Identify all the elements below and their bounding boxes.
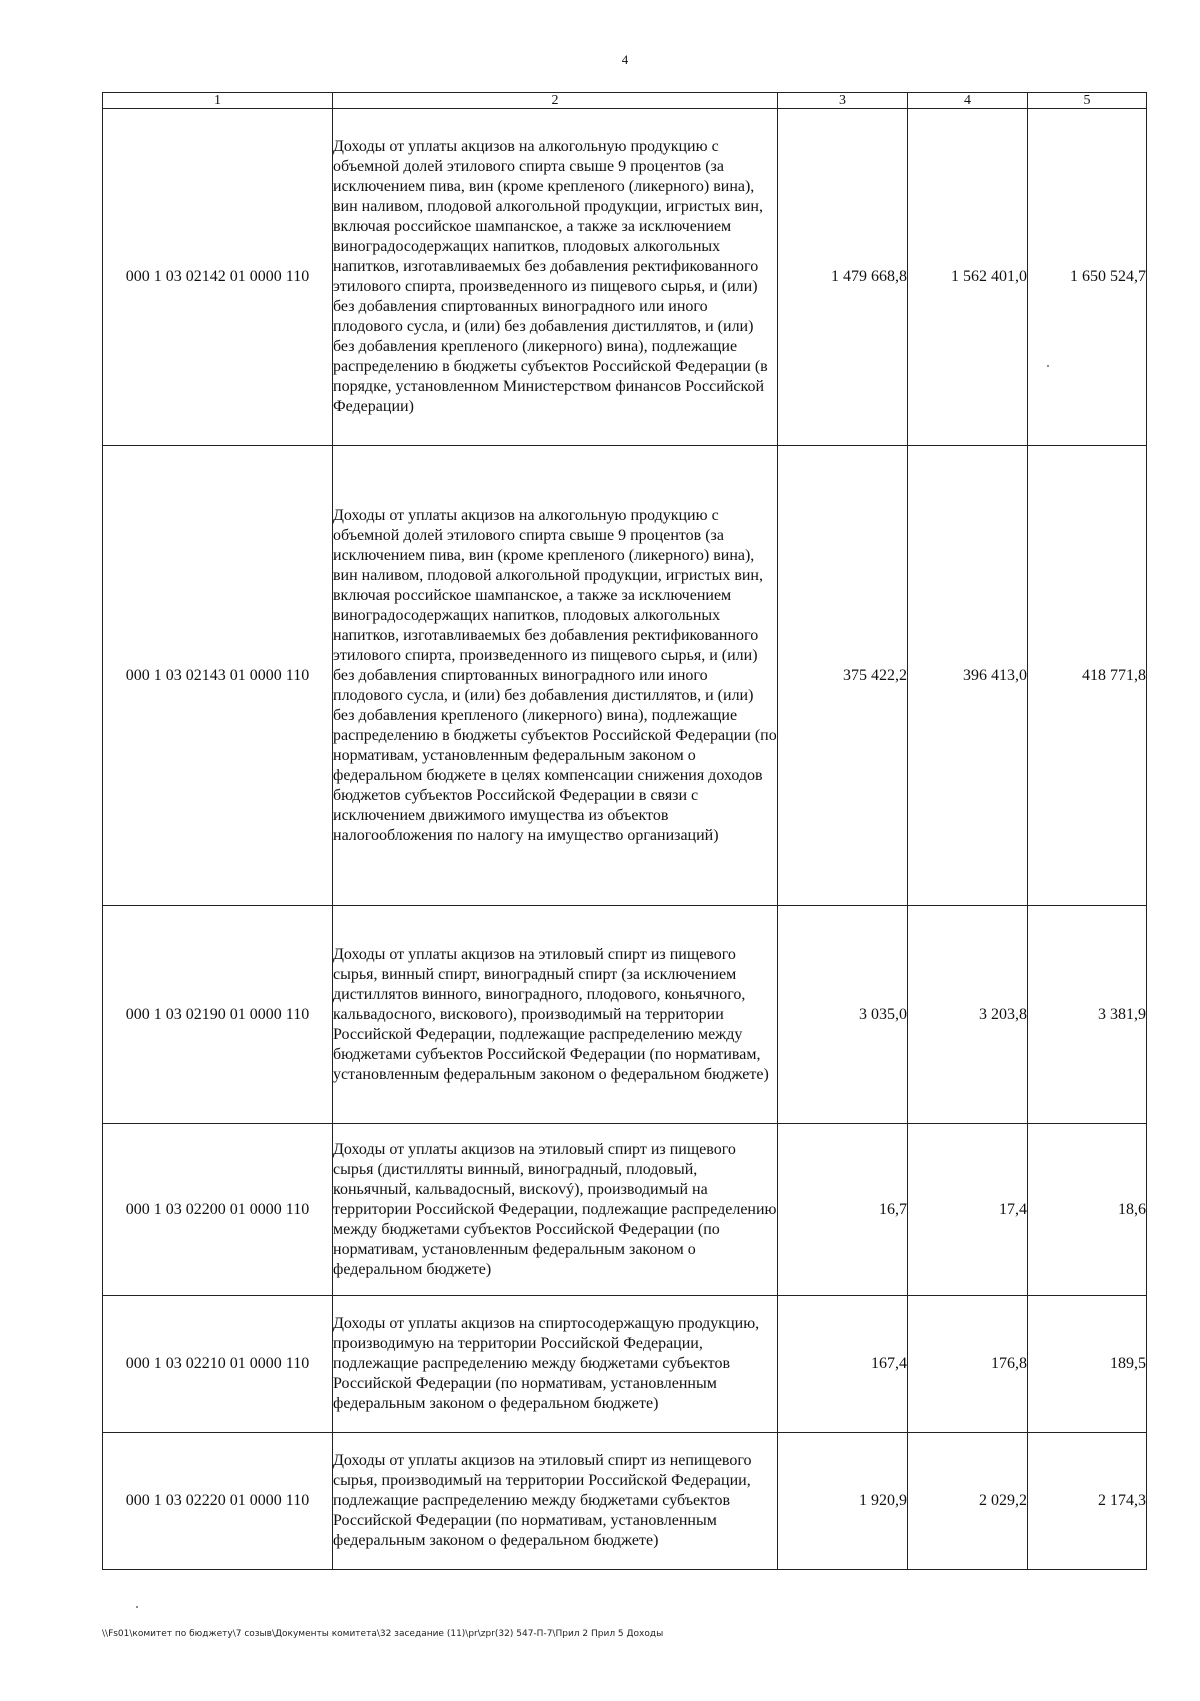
value-col-4: 2 029,2 xyxy=(908,1433,1028,1570)
value-col-4: 17,4 xyxy=(908,1124,1028,1296)
table-row xyxy=(103,906,1147,1124)
budget-code: 000 1 03 02190 01 0000 110 xyxy=(103,906,333,1124)
column-header: 3 xyxy=(778,93,908,109)
revenue-description: Доходы от уплаты акцизов на спиртосодержащую продукцию, производимую на территории Российской Федерации, подлежащие распределению между бюджетами субъектов Российской Федерации (по нормативам, установленным федеральным законом о федеральном бюджете) xyxy=(333,1296,778,1433)
table-row xyxy=(103,109,1147,446)
value-col-4: 176,8 xyxy=(908,1296,1028,1433)
table-row xyxy=(103,446,1147,906)
budget-code: 000 1 03 02143 01 0000 110 xyxy=(103,446,333,906)
column-header: 5 xyxy=(1028,93,1147,109)
revenue-description: Доходы от уплаты акцизов на этиловый спирт из пищевого сырья, винный спирт, виноградный спирт (за исключением дистиллятов винного, виноградного, плодового, коньячного, кальвадосного, вискового), производимый на территории Российской Федерации, подлежащие распределению между бюджетами субъектов Российской Федерации (по нормативам, установленным федеральным законом о федеральном бюджете) xyxy=(333,906,778,1124)
value-col-3: 3 035,0 xyxy=(778,906,908,1124)
table-header-row xyxy=(103,93,1147,109)
table-row xyxy=(103,1296,1147,1433)
value-col-3: 16,7 xyxy=(778,1124,908,1296)
column-header: 2 xyxy=(333,93,778,109)
revenue-description: Доходы от уплаты акцизов на алкогольную продукцию с объемной долей этилового спирта свыше 9 процентов (за исключением пива, вин (кроме крепленого (ликерного) вина), вин наливом, плодовой алкогольной продукции, игристых вин, включая российское шампанское, а также за исключением виноградосодержащих напитков, плодовых алкогольных напитков, изготавливаемых без добавления ректификованного этилового спирта, произведенного из пищевого сырья, и (или) без добавления спиртованных виноградного или иного плодового сусла, и (или) без добавления дистиллятов, и (или) без добавления крепленого (ликерного) вина), подлежащие распределению в бюджеты субъектов Российской Федерации (по нормативам, установленным федеральным законом о федеральном бюджете в целях компенсации снижения доходов бюджетов субъектов Российской Федерации в связи с исключением движимого имущества из объектов налогообложения по налогу на имущество организаций) xyxy=(333,446,778,906)
value-col-3: 1 479 668,8 xyxy=(778,109,908,446)
budget-code: 000 1 03 02142 01 0000 110 xyxy=(103,109,333,446)
value-col-5: 1 650 524,7 xyxy=(1028,109,1147,446)
value-col-5: 2 174,3 xyxy=(1028,1433,1147,1570)
column-header: 1 xyxy=(103,93,333,109)
budget-code: 000 1 03 02210 01 0000 110 xyxy=(103,1296,333,1433)
value-col-4: 396 413,0 xyxy=(908,446,1028,906)
file-path-footer: \\Fs01\комитет по бюджету\7 созыв\Документы комитета\32 заседание (11)\pr\zpr(32) 547-П-7\Прил 2 Прил 5 Доходы xyxy=(102,1629,664,1639)
revenue-table xyxy=(102,92,1147,1570)
budget-code: 000 1 03 02200 01 0000 110 xyxy=(103,1124,333,1296)
revenue-description: Доходы от уплаты акцизов на алкогольную продукцию с объемной долей этилового спирта свыше 9 процентов (за исключением пива, вин (кроме крепленого (ликерного) вина), вин наливом, плодовой алкогольной продукции, игристых вин, включая российское шампанское, а также за исключением виноградосодержащих напитков, плодовых алкогольных напитков, изготавливаемых без добавления ректификованного этилового спирта, произведенного из пищевого сырья, и (или) без добавления спиртованных виноградного или иного плодового сусла, и (или) без добавления дистиллятов, и (или) без добавления крепленого (ликерного) вина), подлежащие распределению в бюджеты субъектов Российской Федерации (в порядке, установленном Министерством финансов Российской Федерации) xyxy=(333,109,778,446)
value-col-3: 167,4 xyxy=(778,1296,908,1433)
scan-speck xyxy=(136,1606,138,1608)
value-col-4: 3 203,8 xyxy=(908,906,1028,1124)
value-col-5: 418 771,8 xyxy=(1028,446,1147,906)
table-row xyxy=(103,1124,1147,1296)
value-col-5: 18,6 xyxy=(1028,1124,1147,1296)
value-col-4: 1 562 401,0 xyxy=(908,109,1028,446)
column-header: 4 xyxy=(908,93,1028,109)
value-col-5: 3 381,9 xyxy=(1028,906,1147,1124)
value-col-3: 1 920,9 xyxy=(778,1433,908,1570)
revenue-description: Доходы от уплаты акцизов на этиловый спирт из непищевого сырья, производимый на территории Российской Федерации, подлежащие распределению между бюджетами субъектов Российской Федерации (по нормативам, установленным федеральным законом о федеральном бюджете) xyxy=(333,1433,778,1570)
revenue-description: Доходы от уплаты акцизов на этиловый спирт из пищевого сырья (дистилляты винный, виноградный, плодовый, коньячный, кальвадосный, вискový), производимый на территории Российской Федерации, подлежащие распределению между бюджетами субъектов Российской Федерации (по нормативам, установленным федеральным законом о федеральном бюджете) xyxy=(333,1124,778,1296)
table-row xyxy=(103,1433,1147,1570)
value-col-3: 375 422,2 xyxy=(778,446,908,906)
page-number: 4 xyxy=(621,52,629,67)
budget-code: 000 1 03 02220 01 0000 110 xyxy=(103,1433,333,1570)
scan-speck xyxy=(1047,365,1049,367)
value-col-5: 189,5 xyxy=(1028,1296,1147,1433)
